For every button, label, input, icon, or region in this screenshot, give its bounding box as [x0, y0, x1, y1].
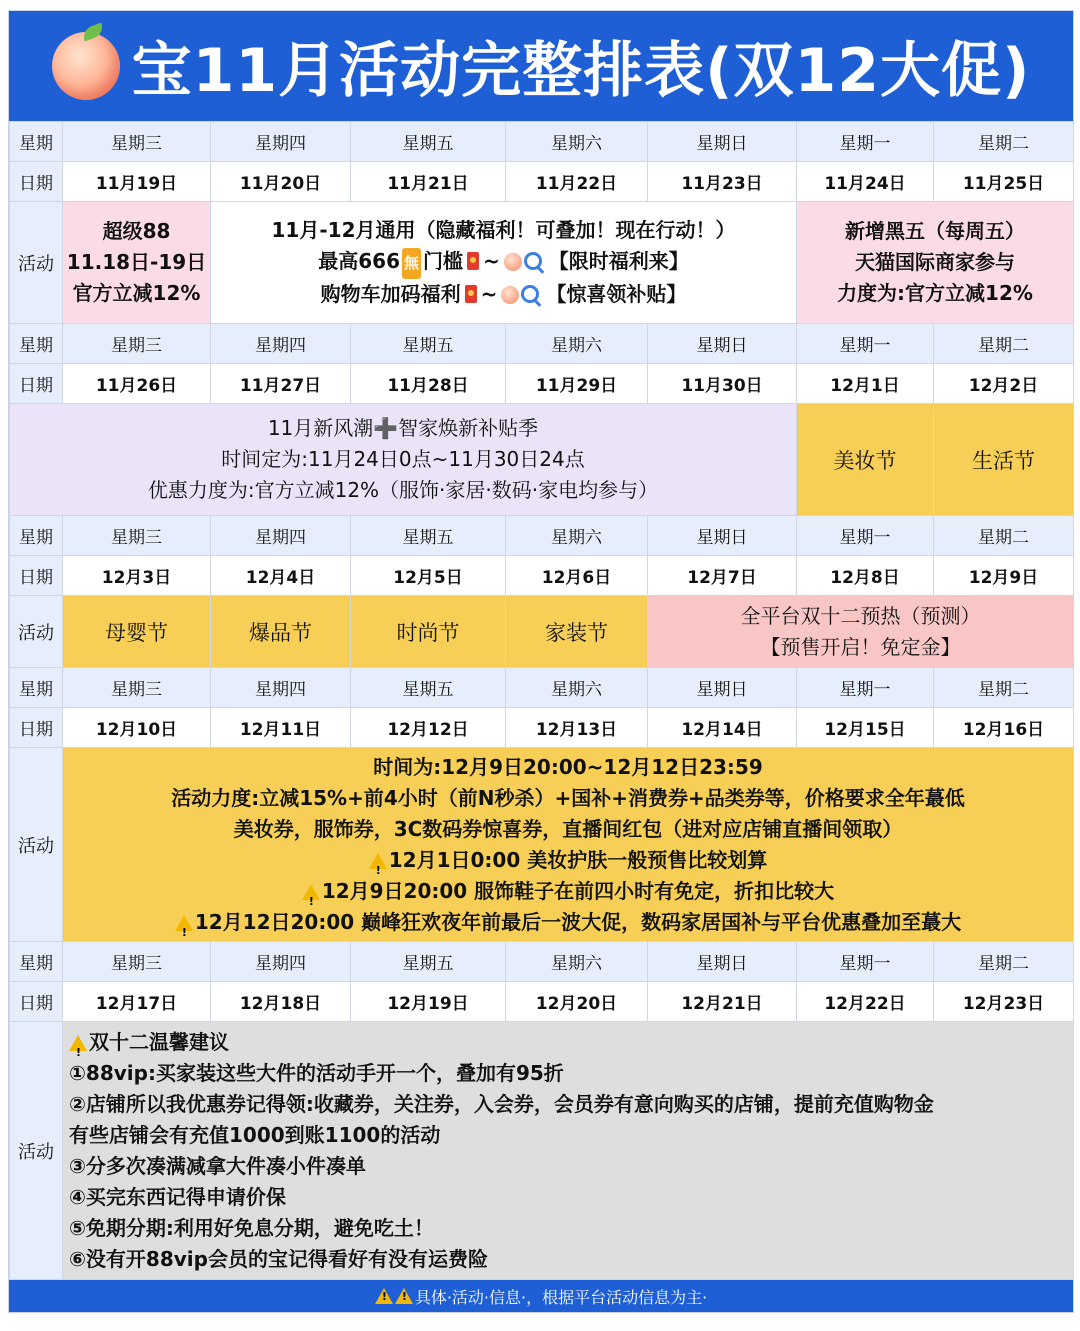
activity-line: 新增黑五（每周五）: [845, 219, 1025, 243]
weekday-cell: 星期五: [351, 122, 506, 162]
weekday-cell: 星期六: [506, 122, 648, 162]
text-fragment: 12月9日20:00 服饰鞋子在前四小时有免定，折扣比较大: [321, 878, 835, 903]
tip-line: 有些店铺会有充值1000到账1100的活动: [69, 1122, 441, 1147]
date-cell: 12月2日: [934, 364, 1074, 404]
date-cell: 11月21日: [351, 162, 506, 202]
date-cell: 12月19日: [351, 982, 506, 1022]
weekday-cell: 星期五: [351, 668, 506, 708]
search-icon: [524, 252, 542, 270]
weekday-cell: 星期五: [351, 324, 506, 364]
text-fragment: 【惊喜领补贴】: [546, 282, 687, 306]
hot-item-festival-cell: 爆品节: [211, 596, 351, 668]
weekday-cell: 星期一: [797, 942, 934, 982]
date-row: [10, 162, 1074, 202]
weekday-cell: 星期日: [648, 942, 797, 982]
red-envelope-icon: [467, 252, 479, 270]
date-cell: 11月26日: [63, 364, 211, 404]
text-fragment: ~: [483, 249, 500, 273]
weekday-cell: 星期日: [648, 324, 797, 364]
warning-icon: [302, 884, 320, 900]
activity-line: 全平台双十二预热（预测）: [740, 603, 981, 628]
double12-preheat-cell: [648, 596, 1074, 668]
activity-line: 天猫国际商家参与: [855, 250, 1015, 274]
warning-icon: [69, 1035, 87, 1051]
red-envelope-icon: [465, 285, 477, 303]
activity-row: [10, 596, 1074, 668]
date-cell: 12月22日: [797, 982, 934, 1022]
schedule-sheet: [8, 10, 1074, 1313]
weekday-cell: 星期二: [934, 516, 1074, 556]
activity-line: 优惠力度为:官方立减12%（服饰·家居·数码·家电均参与）: [147, 478, 659, 502]
weekday-row: [10, 516, 1074, 556]
text-fragment: 双十二温馨建议: [89, 1029, 229, 1054]
date-row: [10, 982, 1074, 1022]
text-fragment: 12月12日20:00 巅峰狂欢夜年前最后一波大促，数码家居国补与平台优惠叠加至蕞大: [194, 909, 962, 934]
row-label-activity: 活动: [10, 1022, 63, 1280]
double12-main-cell: [63, 748, 1074, 942]
date-cell: 12月12日: [351, 708, 506, 748]
activity-line: [63, 907, 1073, 938]
weekday-cell: 星期四: [211, 668, 351, 708]
peach-icon: [504, 253, 522, 271]
date-cell: 11月22日: [506, 162, 648, 202]
weekday-cell: 星期三: [63, 942, 211, 982]
peach-icon: [501, 286, 519, 304]
page-title: 宝11月活动完整排表(双12大促): [131, 36, 1031, 106]
weekday-cell: 星期三: [63, 324, 211, 364]
weekday-cell: 星期五: [351, 942, 506, 982]
weekday-cell: 星期二: [934, 668, 1074, 708]
activity-line: 活动力度:立减15%+前4小时（前N秒杀）+国补+消费券+品类券等，价格要求全年蕞低: [171, 785, 965, 810]
activity-row: [10, 202, 1074, 324]
date-cell: 12月3日: [63, 556, 211, 596]
text-fragment: 门槛: [423, 249, 464, 273]
peach-icon: [52, 32, 120, 100]
weekday-row: [10, 668, 1074, 708]
weekday-cell: 星期四: [211, 516, 351, 556]
activity-line: [211, 246, 796, 279]
date-cell: 12月16日: [934, 708, 1074, 748]
row-label-week: 星期: [10, 324, 63, 364]
weekday-cell: 星期三: [63, 516, 211, 556]
activity-line: [211, 279, 796, 310]
weekday-cell: 星期六: [506, 942, 648, 982]
row-label-week: 星期: [10, 668, 63, 708]
date-cell: 11月19日: [63, 162, 211, 202]
activity-row: [10, 404, 1074, 516]
text-fragment: 最高666: [318, 249, 400, 273]
row-label-date: 日期: [10, 162, 63, 202]
date-cell: 12月18日: [211, 982, 351, 1022]
weekday-cell: 星期日: [648, 122, 797, 162]
warning-icon: [375, 1288, 393, 1304]
row-label-activity: 活动: [10, 748, 63, 942]
weekday-cell: 星期六: [506, 324, 648, 364]
activity-line: 超级88: [102, 219, 171, 243]
date-cell: 12月13日: [506, 708, 648, 748]
date-cell: 12月14日: [648, 708, 797, 748]
activity-line: 美妆券，服饰券，3C数码券惊喜券，直播间红包（进对应店铺直播间领取）: [233, 816, 903, 841]
activity-line: 时间定为:11月24日0点~11月30日24点: [221, 447, 585, 471]
footer-text: 具体·活动·信息·，根据平台活动信息为主·: [414, 1287, 708, 1307]
tip-line: ③分多次凑满减拿大件凑小件凑单: [69, 1153, 366, 1178]
date-cell: 12月9日: [934, 556, 1074, 596]
trend-subsidy-cell: [10, 404, 797, 516]
black-friday-cell: [797, 202, 1074, 324]
schedule-table: [9, 121, 1074, 1280]
row-label-week: 星期: [10, 122, 63, 162]
date-cell: 11月20日: [211, 162, 351, 202]
row-label-date: 日期: [10, 556, 63, 596]
weekday-cell: 星期日: [648, 516, 797, 556]
row-label-date: 日期: [10, 708, 63, 748]
weekday-cell: 星期四: [211, 122, 351, 162]
weekday-cell: 星期三: [63, 122, 211, 162]
row-label-activity: 活动: [10, 596, 63, 668]
activity-line: [63, 876, 1073, 907]
title-banner: [9, 11, 1073, 121]
text-fragment: 12月1日0:00 美妆护肤一般预售比较划算: [388, 847, 768, 872]
date-row: [10, 556, 1074, 596]
tip-line: ⑤免期分期:利用好免息分期，避免吃土！: [69, 1215, 434, 1240]
tip-line: [69, 1027, 1073, 1058]
text-fragment: 【限时福利来】: [548, 249, 689, 273]
weekday-cell: 星期一: [797, 122, 934, 162]
weekday-row: [10, 942, 1074, 982]
weekday-cell: 星期三: [63, 668, 211, 708]
date-row: [10, 708, 1074, 748]
row-label-week: 星期: [10, 516, 63, 556]
fashion-festival-cell: 时尚节: [351, 596, 506, 668]
date-cell: 12月5日: [351, 556, 506, 596]
weekday-cell: 星期一: [797, 516, 934, 556]
row-label-week: 星期: [10, 942, 63, 982]
no-icon: 無: [402, 248, 421, 279]
date-cell: 12月8日: [797, 556, 934, 596]
date-cell: 11月27日: [211, 364, 351, 404]
date-cell: 11月28日: [351, 364, 506, 404]
weekday-cell: 星期六: [506, 668, 648, 708]
warning-icon: [175, 915, 193, 931]
tip-line: ①88vip:买家装这些大件的活动手开一个，叠加有95折: [69, 1060, 564, 1085]
date-cell: 11月30日: [648, 364, 797, 404]
weekday-row: [10, 122, 1074, 162]
date-cell: 12月23日: [934, 982, 1074, 1022]
weekday-cell: 星期日: [648, 668, 797, 708]
weekday-cell: 星期一: [797, 668, 934, 708]
date-cell: 12月20日: [506, 982, 648, 1022]
row-label-date: 日期: [10, 364, 63, 404]
super88-cell: [63, 202, 211, 324]
text-fragment: ~: [480, 282, 498, 306]
date-cell: 12月15日: [797, 708, 934, 748]
life-festival-cell: 生活节: [934, 404, 1074, 516]
weekday-cell: 星期四: [211, 942, 351, 982]
weekday-cell: 星期二: [934, 324, 1074, 364]
activity-row: [10, 1022, 1074, 1280]
date-cell: 12月17日: [63, 982, 211, 1022]
activity-line: 11.18日-19日: [66, 250, 207, 274]
warning-icon: [369, 853, 387, 869]
row-label-date: 日期: [10, 982, 63, 1022]
weekday-cell: 星期六: [506, 516, 648, 556]
activity-line: [63, 845, 1073, 876]
activity-row: [10, 748, 1074, 942]
beauty-festival-cell: 美妆节: [797, 404, 934, 516]
date-cell: 12月10日: [63, 708, 211, 748]
date-cell: 11月29日: [506, 364, 648, 404]
warning-icon: [395, 1288, 413, 1304]
home-decor-festival-cell: 家装节: [506, 596, 648, 668]
weekday-cell: 星期四: [211, 324, 351, 364]
weekday-cell: 星期一: [797, 324, 934, 364]
activity-line: 力度为:官方立减12%: [837, 281, 1033, 305]
footer-banner: [9, 1280, 1073, 1312]
date-cell: 12月11日: [211, 708, 351, 748]
tip-line: ⑥没有开88vip会员的宝记得看好有没有运费险: [69, 1246, 488, 1271]
tip-line: ②店铺所以我优惠券记得领:收藏券，关注券，入会券，会员券有意向购买的店铺，提前充值购物金: [69, 1091, 934, 1116]
activity-line: 【预售开启！免定金】: [760, 634, 961, 659]
tips-cell: [63, 1022, 1074, 1280]
date-row: [10, 364, 1074, 404]
date-cell: 12月1日: [797, 364, 934, 404]
date-cell: 11月24日: [797, 162, 934, 202]
date-cell: 12月7日: [648, 556, 797, 596]
date-cell: 12月4日: [211, 556, 351, 596]
weekday-cell: 星期二: [934, 122, 1074, 162]
date-cell: 11月25日: [934, 162, 1074, 202]
activity-line: 11月新风潮➕智家焕新补贴季: [267, 416, 539, 440]
date-cell: 12月21日: [648, 982, 797, 1022]
row-label-activity: 活动: [10, 202, 63, 324]
date-cell: 12月6日: [506, 556, 648, 596]
mom-baby-festival-cell: 母婴节: [63, 596, 211, 668]
weekday-cell: 星期二: [934, 942, 1074, 982]
weekday-row: [10, 324, 1074, 364]
search-icon: [521, 285, 539, 303]
general-benefit-cell: [211, 202, 797, 324]
activity-line: 11月-12月通用（隐藏福利！可叠加！现在行动！）: [271, 218, 736, 242]
date-cell: 11月23日: [648, 162, 797, 202]
activity-line: 官方立减12%: [72, 281, 201, 305]
tip-line: ④买完东西记得申请价保: [69, 1184, 286, 1209]
activity-line: 时间为:12月9日20:00~12月12日23:59: [373, 754, 763, 779]
weekday-cell: 星期五: [351, 516, 506, 556]
text-fragment: 购物车加码福利: [320, 282, 461, 306]
